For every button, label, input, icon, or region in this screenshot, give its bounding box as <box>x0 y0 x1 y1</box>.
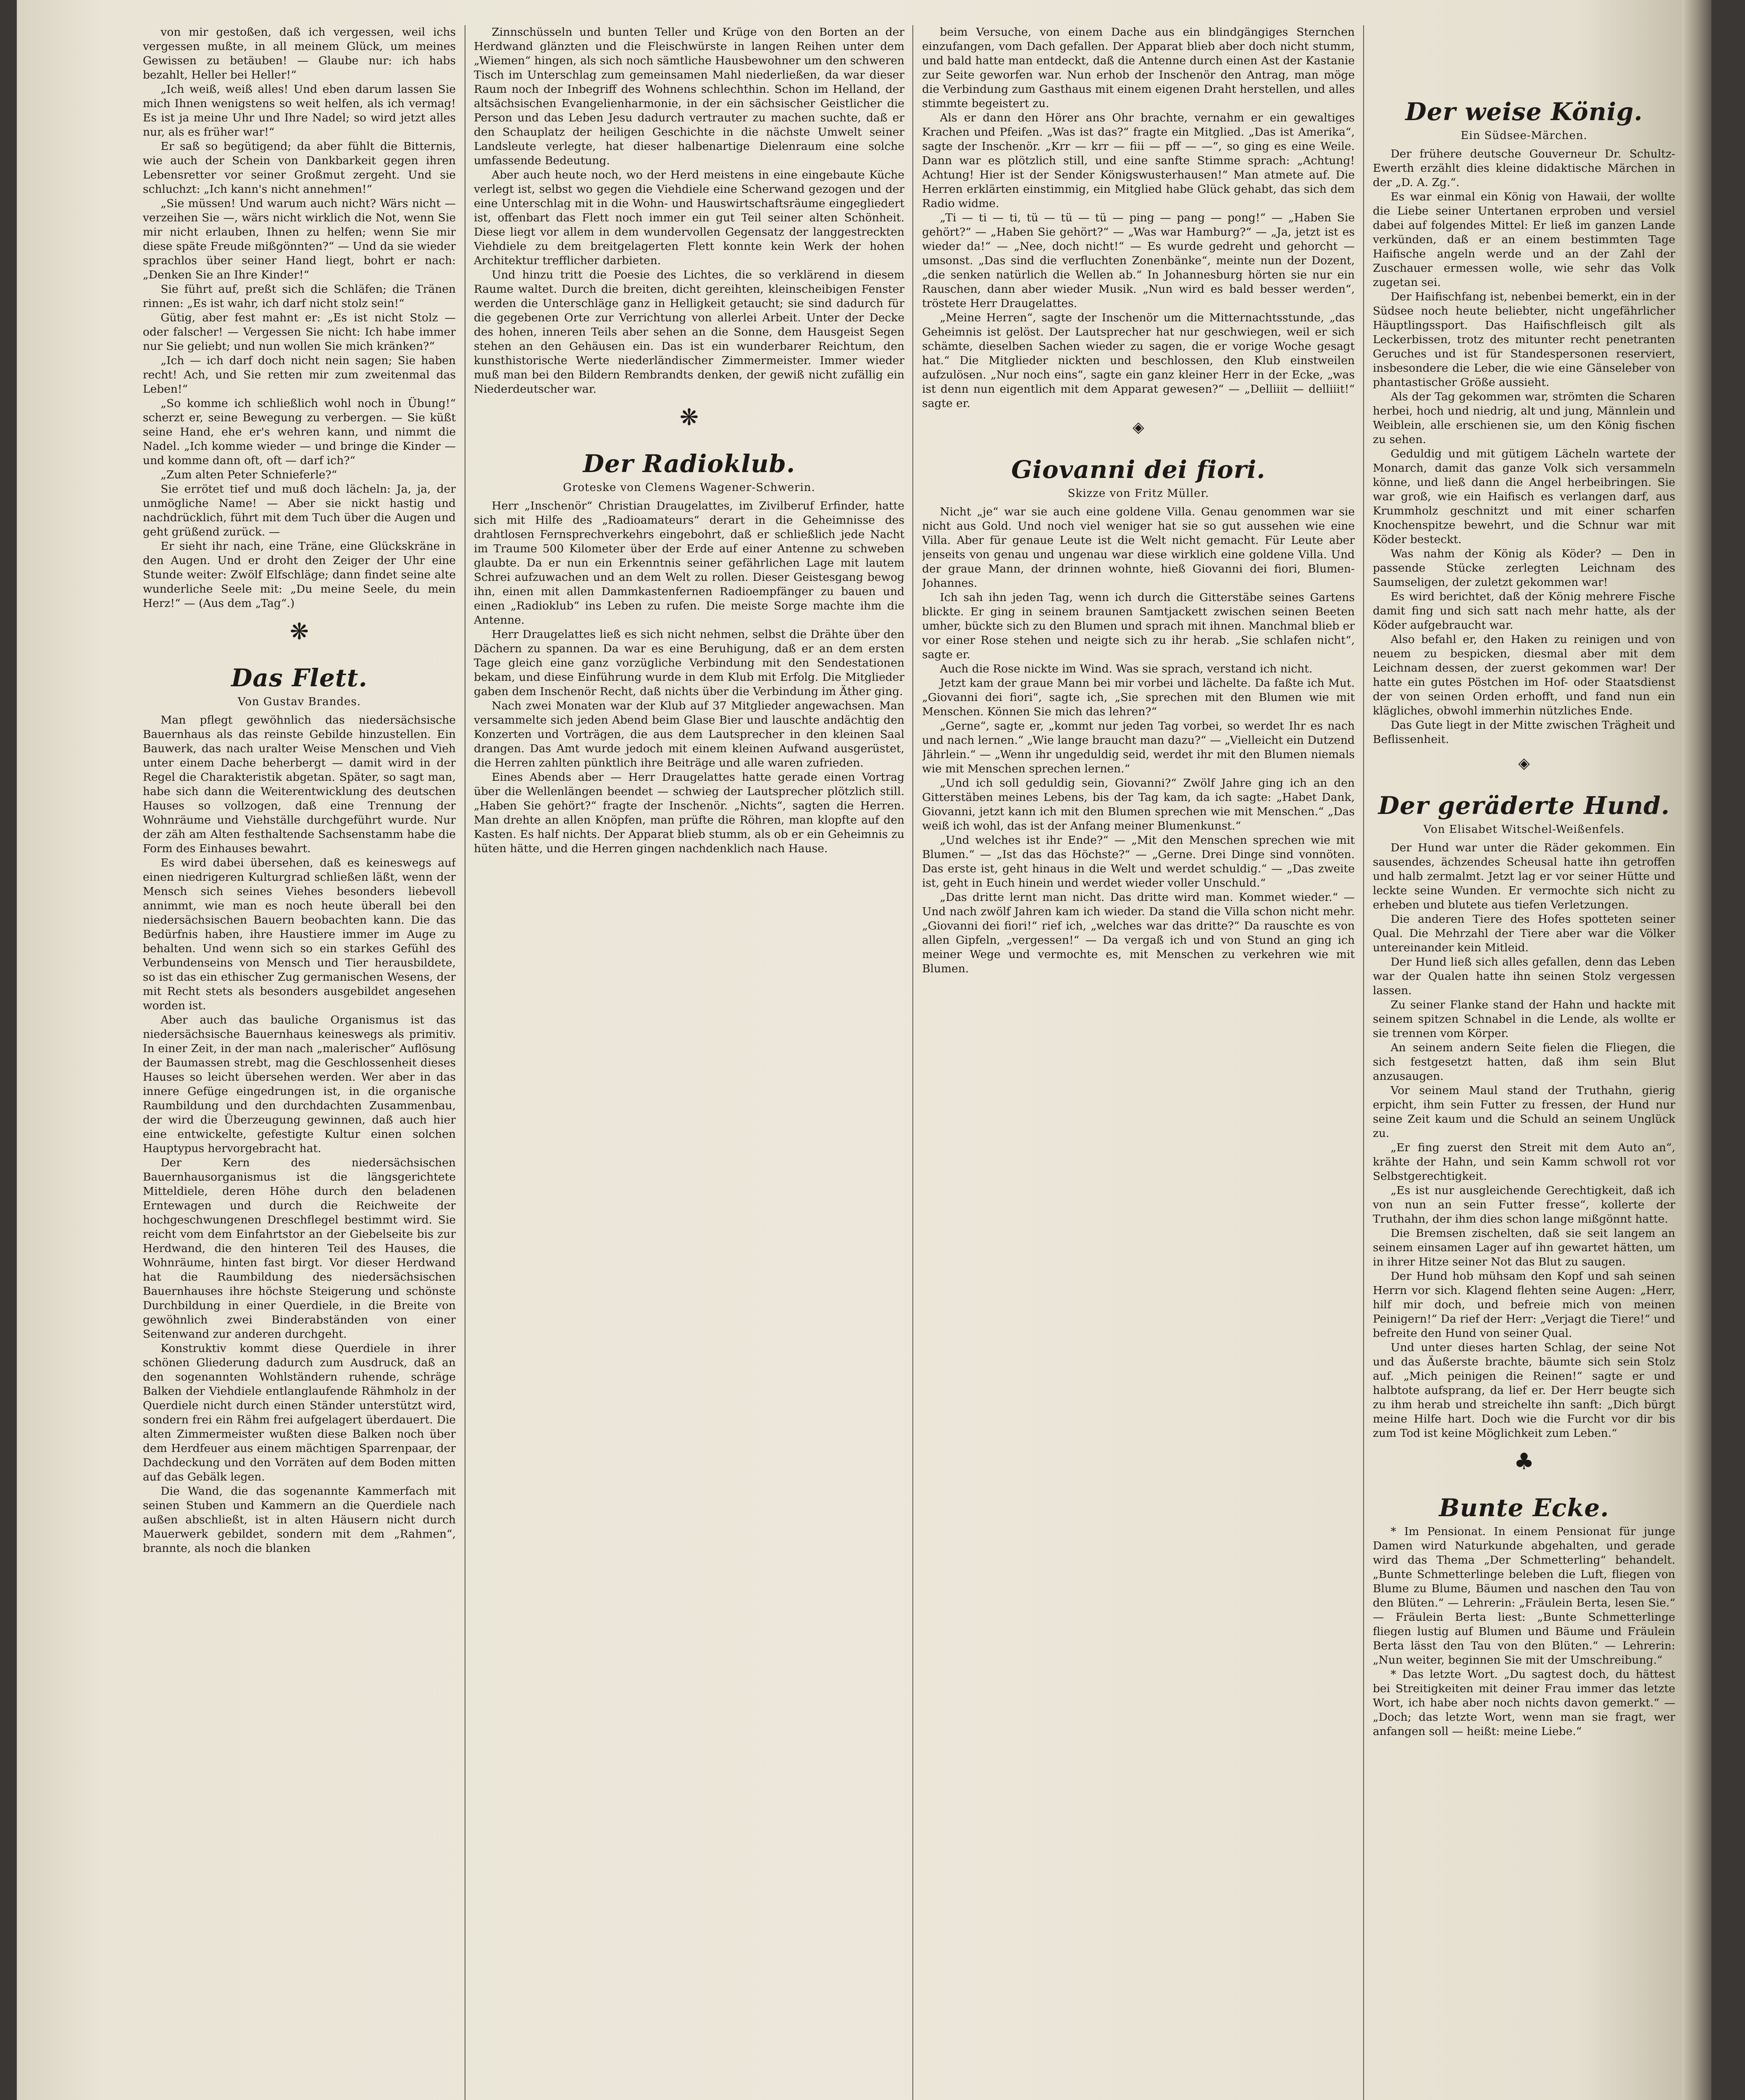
paragraph: Sie führt auf, preßt sich die Schläfen; die Tränen rinnen: „Es ist wahr, ich darf nicht stolz sein!“ <box>143 283 456 310</box>
paragraph: Was nahm der König als Köder? — Den in passende Stücke zerlegten Leichnam des Saumseligen, der zuletzt gekommen war! <box>1373 547 1675 589</box>
paragraph: Aber auch das bauliche Organismus ist das niedersächsische Bauernhaus keineswegs als primitiv. In einer Zeit, in der man nach „malerischer“ Auflösung der Baumassen strebt, mag die Geschlossenheit dieses Hauses so leicht übersehen werden. Wer aber in das innere Gefüge eingedrungen ist, in die organische Raumbildung und den durchdachten Zusammenbau, der wird die Überzeugung gewinnen, daß auch hier eine entwickelte, gefestigte Kultur einen solchen Hauptypus hervorgebracht hat. <box>143 1013 456 1155</box>
paragraph: Die Wand, die das sogenannte Kammerfach mit seinen Stuben und Kammern an die Querdiele nach außen abschließt, ist in alten Häusern nicht durch Mauerwerk gebildet, sondern mit dem „Rahmen“, brannte, als noch die blanken <box>143 1485 456 1555</box>
page-edge-shadow <box>1682 0 1711 2100</box>
paragraph: Gütig, aber fest mahnt er: „Es ist nicht Stolz — oder falscher! — Vergessen Sie nicht: Ich habe immer nur Sie geliebt; und nun wollen Sie mich kränken?“ <box>143 311 456 353</box>
paragraph: „Es ist nur ausgleichende Gerechtigkeit, daß ich von nun an sein Futter fresse“, kollerte der Truthahn, der ihm dies schon lange mißgönnt hatte. <box>1373 1184 1675 1226</box>
paragraph: „Ich — ich darf doch nicht nein sagen; Sie haben recht! Ach, und Sie retten mir zum zweitenmal das Leben!“ <box>143 354 456 396</box>
paragraph: Der Hund war unter die Räder gekommen. Ein sausendes, ächzendes Scheusal hatte ihn getroffen und halb zermalmt. Jetzt lag er vor seiner Hütte und leckte seine Wunden. Er vermochte sich nicht zu erheben und blutete aus tiefen Verletzungen. <box>1373 841 1675 911</box>
story-fragment <box>143 25 456 611</box>
paragraph: Man pflegt gewöhnlich das niedersächsische Bauernhaus als das reinste Gebilde hinzustellen. Ein Bauwerk, das nach uralter Weise Menschen und Vieh unter einem Dache beherbergt — damit wird in der Regel die Charakteristik abgetan. Später, so sagt man, habe sich dann die Weiterentwicklung des deutschen Hauses so vollzogen, daß eine Trennung der Wohnräume und Viehställe durchgeführt wurde. Nur der zäh am Alten festhaltende Sachsenstamm habe die Form des Einhauses bewahrt. <box>143 714 456 855</box>
newspaper-page <box>17 0 1711 2100</box>
column-rule <box>912 25 913 2100</box>
paragraph: Der Haifischfang ist, nebenbei bemerkt, ein in der Südsee noch heute beliebter, nicht ungefährlicher Häuptlingssport. Das Haifischfleisch gilt als Leckerbissen, trotz des mitunter recht penetranten Geruches und ist für Standespersonen reserviert, insbesondere die Leber, die wie eine Gänseleber von phantastischer Größe aussieht. <box>1373 290 1675 389</box>
paragraph: * Im Pensionat. In einem Pensionat für junge Damen wird Naturkunde abgehalten, und gerade wird das Thema „Der Schmetterling“ behandelt. „Bunte Schmetterlinge beleben die Luft, fliegen von Blume zu Blume, Bäumen und naschen den Tau von den Blüten.“ — Lehrerin: „Fräulein Berta, lesen Sie.“ — Fräulein Berta liest: „Bunte Schmetterlinge fliegen lustig auf Blumen und Bäume und Fräulein Berta lässt den Tau von den Blüten.“ — Lehrerin: „Nun weiter, beginnen Sie mit der Umschreibung.“ <box>1373 1525 1675 1667</box>
column-1 <box>143 25 456 2100</box>
column-2 <box>474 25 904 2100</box>
article-title-hund: Der geräderte Hund. <box>1378 791 1670 820</box>
article-title-flett: Das Flett. <box>231 664 368 692</box>
article-body-flett <box>143 713 456 1556</box>
paragraph: Der Kern des niedersächsischen Bauernhausorganismus ist die längsgerichtete Mitteldiele, deren Höhe durch den beladenen Erntewagen und durch die Reichweite der hochgeschwungenen Dreschflegel bestimmt wird. Sie reicht vom dem Einfahrtstor an der Giebelseite bis zur Herdwand, die den hinteren Teil des Hauses, die Wohnräume, hinten fast birgt. Vor dieser Herdwand hat die Raumbildung des niedersächsischen Bauernhauses ihre höchste Steigerung und schönste Durchbildung in einer Querdiele, in die Breite von gewöhnlich zwei Binderabständen von einer Seitenwand zur anderen durchgeht. <box>143 1156 456 1341</box>
article-byline-koenig: Ein Südsee-Märchen. <box>1461 129 1587 142</box>
column-rule <box>1363 25 1364 2100</box>
paragraph: Es wird berichtet, daß der König mehrere Fische damit fing und sich satt nach mehr hatte, als der Köder aufgebraucht war. <box>1373 590 1675 632</box>
paragraph: Aber auch heute noch, wo der Herd meistens in eine eingebaute Küche verlegt ist, selbst wo gegen die Viehdiele eine Scherwand gezogen und der eine Unterschlag mit in die Wohn- und Hauswirtschaftsräume eingegliedert ist, offenbart das Flett noch immer ein gut Teil seiner alten Schönheit. Diese liegt vor allem in dem wundervollen Gegensatz der langgestreckten Viehdiele zu dem breitgelagerten Flett konnte kein Werk der hohen Architektur trefflicher darbieten. <box>474 168 904 267</box>
paragraph: „Ich weiß, weiß alles! Und eben darum lassen Sie mich Ihnen wenigstens so weit helfen, als ich vermag! Es ist ja meine Uhr und Ihre Nadel; so wird jetzt alles nur, als es früher war!“ <box>143 83 456 139</box>
paragraph: Eines Abends aber — Herr Draugelattes hatte gerade einen Vortrag über die Wellenlängen beendet — schwieg der Lautsprecher plötzlich still. „Haben Sie gehört?“ fragte der Inschenör. „Nichts“, sagten die Herren. Man drehte an allen Knöpfen, man prüfte die Röhren, man klopfte auf den Kasten. Es half nichts. Der Apparat blieb stumm, als ob er ein Geheimnis zu hüten hätte, und die Herren gingen nachdenklich nach Hause. <box>474 771 904 855</box>
article-byline-hund: Von Elisabet Witschel-Weißenfels. <box>1423 823 1625 836</box>
paragraph: „Das dritte lernt man nicht. Das dritte wird man. Kommet wieder.“ — Und nach zwölf Jahren kam ich wieder. Da stand die Villa schon nicht mehr. „Giovanni dei fiori!“ rief ich, „welches war das dritte?“ Da rauschte es von allen Gipfeln, „vergessen!“ — Da vergaß ich und von Stund an ging ich meiner Wege und vermochte es, mit Menschen zu verkehren wie mit Blumen. <box>922 891 1355 975</box>
paragraph: „Und ich soll geduldig sein, Giovanni?“ Zwölf Jahre ging ich an den Gitterstäben meines Lebens, bis der Tag kam, da ich sagte: „Habet Dank, Giovanni, jetzt kann ich mit den Blumen sprechen wie mit Menschen.“ „Das weiß ich wohl, das ist der Anfang meiner Blumenkunst.“ <box>922 777 1355 832</box>
paragraph: „Sie müssen! Und warum auch nicht? Wärs nicht — verzeihen Sie —, wärs nicht wirklich die Not, wenn Sie mir nicht erlauben, Ihnen zu helfen; wenn Sie mir diese späte Freude mißgönnten?“ — Und da sie wieder sprachlos über seiner Hand liegt, bohrt er nach: „Denken Sie an Ihre Kinder!“ <box>143 197 456 281</box>
paragraph: „Gerne“, sagte er, „kommt nur jeden Tag vorbei, so werdet Ihr es nach und nach lernen.“ „Wie lange braucht man dazu?“ — „Vielleicht ein Dutzend Jährlein.“ — „Wenn ihr ungeduldig seid, werdet ihr mit den Blumen niemals wie mit Menschen sprechen lernen.“ <box>922 719 1355 775</box>
article-title-radioklub: Der Radioklub. <box>583 449 796 478</box>
paragraph: Also befahl er, den Haken zu reinigen und von neuem zu bespicken, diesmal aber mit dem Leichnam dessen, der zuerst gekommen war! Der hatte ein gutes Pöstchen im Hof- oder Staatsdienst der von seinen Orden erhofft, und fand nun ein klägliches, obwohl immerhin nützliches Ende. <box>1373 633 1675 717</box>
paragraph: Als der Tag gekommen war, strömten die Scharen herbei, hoch und niedrig, alt und jung, Männlein und Weiblein, alle erschienen sie, um den König fischen zu sehen. <box>1373 390 1675 446</box>
ornament-diamond-icon: ◈ <box>1518 755 1530 772</box>
paragraph: An seinem andern Seite fielen die Fliegen, die sich festgesetzt hatten, daß ihm sein Blut anzusaugen. <box>1373 1041 1675 1083</box>
paragraph: Sie errötet tief und muß doch lächeln: Ja, ja, der unmögliche Name! — Aber sie nickt hastig und nachdrücklich, führt mit dem Tuch über die Augen und geht grüßend zurück. — <box>143 483 456 538</box>
article-body-radioklub <box>474 499 904 856</box>
article-body-hund <box>1373 841 1675 1441</box>
paragraph: „So komme ich schließlich wohl noch in Übung!“ scherzt er, seine Bewegung zu verbergen. — Sie küßt seine Hand, ehe er's wehren kann, und nimmt die Nadel. „Ich komme wieder — und bringe die Kinder — und komme dann oft, oft — darf ich?“ <box>143 397 456 467</box>
paragraph: Es wird dabei übersehen, daß es keineswegs auf einen niedrigeren Kulturgrad schließen läßt, wenn der Mensch sich seines Viehes besonders liebevoll annimmt, wie man es noch heute überall bei den niedersächsischen Bauern beobachten kann. Die das Bedürfnis haben, ihre Haustiere immer im Auge zu behalten. Und wenn sich so ein starkes Gefühl des Verbundenseins von Mensch und Tier herausbildete, so ist das ein ethischer Zug germanischen Wesens, der mit Recht stets als besonders ausgebildet angesehen worden ist. <box>143 856 456 1012</box>
paragraph: Zu seiner Flanke stand der Hahn und hackte mit seinem spitzen Schnabel in die Lende, als wollte er sie trennen vom Körper. <box>1373 998 1675 1040</box>
paragraph: Geduldig und mit gütigem Lächeln wartete der Monarch, damit das ganze Volk sich versammeln könne, und ließ dann die Angel herbeibringen. Sie war groß, wie ein Haifisch es verlangen darf, aus Krummholz geschnitzt und mit einer scharfen Knochenspitze bewehrt, und die Schnur war mit Köder besteckt. <box>1373 447 1675 546</box>
paragraph: Der frühere deutsche Gouverneur Dr. Schultz-Ewerth erzählt dies kleine didaktische Märchen in der „D. A. Zg.“. <box>1373 147 1675 189</box>
paragraph: Er saß so begütigend; da aber fühlt die Bitternis, wie auch der Schein von Dankbarkeit gegen ihren Lebensretter vor seiner Großmut zergeht. Und sie schluchzt: „Ich kann's nicht annehmen!“ <box>143 140 456 196</box>
paragraph: Der Hund ließ sich alles gefallen, denn das Leben war der Qualen hatte ihn seinen Stolz vergessen lassen. <box>1373 956 1675 997</box>
article-body-giovanni <box>922 505 1355 976</box>
article-body-flett-cont <box>474 25 904 396</box>
paragraph: Auch die Rose nickte im Wind. Was sie sprach, verstand ich nicht. <box>940 662 1313 675</box>
article-byline-radioklub: Groteske von Clemens Wagener-Schwerin. <box>563 481 815 494</box>
paragraph: * Das letzte Wort. „Du sagtest doch, du hättest bei Streitigkeiten mit deiner Frau immer das letzte Wort, ich habe aber noch nichts davon gemerkt.“ — „Doch; das letzte Wort, wenn man sie fragt, wer anfangen soll — heißt: meine Liebe.“ <box>1373 1668 1675 1738</box>
paragraph: Konstruktiv kommt diese Querdiele in ihrer schönen Gliederung dadurch zum Ausdruck, daß an den sogenannten Wohlständern ruhende, schräge Balken der Viehdiele entlanglaufende Rähmholz in der Querdiele nicht durch einen Ständer unterstützt wird, sondern frei ein Rähm frei aufgelagert überdauert. Die alten Zimmermeister wußten diese Balken noch über dem Herdfeuer aus einem mächtigen Sparrenpaar, der Dachdeckung und den Vorräten auf dem Boden mitten auf das Gebälk legen. <box>143 1342 456 1483</box>
article-title-koenig: Der weise König. <box>1405 97 1643 126</box>
article-body-radioklub-cont <box>922 25 1355 411</box>
paragraph: Nicht „je“ war sie auch eine goldene Villa. Genau genommen war sie nicht aus Gold. Und noch viel weniger hat sie so gut aussehen wie eine Villa. Aber für genaue Leute ist die Welt nicht gemacht. Für Leute aber jenseits von genau und ungenau war diese wirklich eine goldene Villa. Und der graue Mann, der drinnen wohnte, hieß Giovanni dei fiori, Blumen-Johannes. <box>922 505 1355 590</box>
ornament-diamond-icon: ◈ <box>1133 419 1144 436</box>
paragraph: Vor seinem Maul stand der Truthahn, gierig erpicht, ihm sein Futter zu fressen, der Hund nur seine Zeit kaum und die Schuld an seinem Unglück zu. <box>1373 1084 1675 1140</box>
article-body-ecke <box>1373 1525 1675 1739</box>
paragraph: von mir gestoßen, daß ich vergessen, weil ichs vergessen mußte, in all meinem Glück, um meines Gewissen zu betäuben! — Glaube nur: ich habs bezahlt, Heller bei Heller!“ <box>143 26 456 81</box>
paragraph: Es war einmal ein König von Hawaii, der wollte die Liebe seiner Untertanen erproben und versiel dabei auf folgendes Mittel: Er ließ im ganzen Lande verkünden, daß er an einem bestimmten Tage Haifische angeln werde und an der Zahl der Zuschauer ermessen wolle, wie sehr das Volk zugetan sei. <box>1373 190 1675 289</box>
article-byline-flett: Von Gustav Brandes. <box>237 696 361 708</box>
paragraph: „Und welches ist ihr Ende?“ — „Mit den Menschen sprechen wie mit Blumen.“ — „Ist das das Höchste?“ — „Gerne. Drei Dinge sind vonnöten. Das erste ist, geht hinaus in die Welt und werdet schuldig.“ — „Das zweite ist, geht in Euch hinein und werdet wieder voller Unschuld.“ <box>922 834 1355 890</box>
paragraph: beim Versuche, von einem Dache aus ein blindgängiges Sternchen einzufangen, vom Dach gefallen. Der Apparat blieb aber doch nicht stumm, und bald hatte man entdeckt, daß die Antenne durch einen Ast der Kastanie zur Seite geworfen war. Nun erhob der Inschenör den Antrag, man möge die Verbindung zum Gasthaus mit einem eigenen Draht herstellen, und alles stimmte begeistert zu. <box>922 26 1355 110</box>
article-title-giovanni: Giovanni dei fiori. <box>1011 455 1266 484</box>
paragraph: Herr Draugelattes ließ es sich nicht nehmen, selbst die Drähte über den Dächern zu spannen. Da war es eine Beruhigung, daß er an dem ersten Tage gleich eine ganz vorzügliche Verbindung mit den Sendestationen bekam, und diese Einführung wurde in dem Klub mit Erfolg. Die Mitglieder gaben dem Inschenör Recht, daß nichts über die Verbindung im Äther ging. <box>474 628 904 698</box>
paragraph: Das Gute liegt in der Mitte zwischen Trägheit und Beflissenheit. <box>1373 719 1675 746</box>
paragraph: „Zum alten Peter Schnieferle?“ <box>160 468 337 481</box>
column-4 <box>1373 25 1675 2100</box>
paragraph: Und hinzu tritt die Poesie des Lichtes, die so verklärend in diesem Raume waltet. Durch die breiten, dicht gereihten, kleinscheibigen Fenster werden die Unterschläge ganz in Helligkeit getaucht; sie sind dadurch für die gegebenen Orte zur Verrichtung von allerlei Arbeit. Unter der Decke des hohen, inneren Teils aber sehen an die Sonne, dem Hausgeist Segen stehen an den Gehäusen ein. Das ist ein wunderbarer Reichtum, den kunsthistorische Werte niederländischer Zimmermeister. Immer wieder muß man bei den Bildern Rembrandts denken, der gewiß nicht zufällig ein Niederdeutscher war. <box>474 268 904 396</box>
paragraph: Nach zwei Monaten war der Klub auf 37 Mitglieder angewachsen. Man versammelte sich jeden Abend beim Glase Bier und lauschte andächtig den Konzerten und Vorträgen, die aus dem Lautsprecher in den kleinen Saal drangen. Das Amt wurde jedoch mit einem kleinen Aufwand ausgerüstet, die Herren zahlten pünktlich ihre Beiträge und alle waren zufrieden. <box>474 699 904 769</box>
article-body-koenig <box>1373 147 1675 747</box>
paragraph: Der Hund hob mühsam den Kopf und sah seinen Herrn vor sich. Klagend flehten seine Augen: „Herr, hilf mir doch, und befreie mich von meinen Peinigern!“ Da rief der Herr: „Verjagt die Tiere!“ und befreite den Hund von seiner Qual. <box>1373 1270 1675 1340</box>
paragraph: Als er dann den Hörer ans Ohr brachte, vernahm er ein gewaltiges Krachen und Pfeifen. „Was ist das?“ fragte ein Mitglied. „Das ist Amerika“, sagte der Inschenör. „Krr — krr — fiii — pff — —“, so ging es eine Weile. Dann war es plötzlich still, und eine sanfte Stimme sprach: „Achtung! Achtung! Hier ist der Sender Königswusterhausen!“ Man atmete auf. Die Herren erklärten einstimmig, ein Mitglied habe Glück gehabt, das sich dem Radio widme. <box>922 111 1355 210</box>
paragraph: Ich sah ihn jeden Tag, wenn ich durch die Gitterstäbe seines Gartens blickte. Er ging in seinem braunen Samtjackett zwischen seinen Beeten umher, bückte sich zu den Blumen und sprach mit ihnen. Manchmal blieb er vor einer Rose stehen und neigte sich zu ihr herab. „Sie schlafen nicht“, sagte er. <box>922 591 1355 661</box>
paragraph: „Ti — ti — ti, tü — tü — tü — ping — pang — pong!“ — „Haben Sie gehört?“ — „Haben Sie gehört?“ — „Was war Hamburg?“ — „Ja, jetzt ist es wieder da!“ — „Nee, doch nicht!“ — Es wurde gedreht und gehorcht — umsonst. „Das sind die verfluchten Zonenbänke“, meinte nun der Dozent, „die senken natürlich die Wellen ab.“ In Johannesburg hörten sie nur ein Rauschen, dann aber wieder Musik. „Nun wird es bald besser werden“, tröstete Herr Draugelattes. <box>922 211 1355 310</box>
article-byline-giovanni: Skizze von Fritz Müller. <box>1067 487 1209 500</box>
paragraph: „Meine Herren“, sagte der Inschenör um die Mitternachtsstunde, „das Geheimnis ist gelöst. Der Lautsprecher hat nur geschwiegen, weil er sich schämte, dieselben Sachen wieder zu sagen, die er vorige Woche gesagt hat.“ Die Mitglieder nickten und beschlossen, den Klub einstweilen aufzulösen. „Nur noch eins“, sagte ein ganz kleiner Herr in der Ecke, „was ist denn nun eigentlich mit dem Apparat gewesen?“ — „Delliiit — delliiit!“ sagte er. <box>922 311 1355 410</box>
paragraph: „Er fing zuerst den Streit mit dem Auto an“, krähte der Hahn, und sein Kamm schwoll rot vor Selbstgerechtigkeit. <box>1373 1141 1675 1183</box>
paragraph: Zinnschüsseln und bunten Teller und Krüge von den Borten an der Herdwand glänzten und die Fleischwürste in langen Reihen unter dem „Wiemen“ hingen, als sich noch sämtliche Hausbewohner um den schweren Tisch im Unterschlag zum gemeinsamen Mahl niederließen, da war dieser Raum noch der Inbegriff des Wohnens schlechthin. Schon im Helland, der altsächsischen Evangelienharmonie, in der ein sächsischer Geistlicher die Person und das Leben Jesu dadurch vertrauter zu machen suchte, daß er den Schauplatz der heiligen Geschichte in die nächste Umwelt seiner Landsleute verlegte, hat dieser halbenartige Dielenraum eine solche umfassende Bedeutung. <box>474 26 904 167</box>
ornament-asterism-icon: ❋ <box>679 404 699 430</box>
ornament-asterism-icon: ❋ <box>289 618 309 645</box>
paragraph: Herr „Inschenör“ Christian Draugelattes, im Zivilberuf Erfinder, hatte sich mit Hilfe des „Radioamateurs“ derart in die Geheimnisse des drahtlosen Fernsprechverkehrs eingebohrt, daß er schließlich jede Nacht im Traume 500 Kilometer über der Erde auf einer Antenne zu schweben glaubte. Da er nun ein Erkenntnis seiner gefährlichen Lage mit lautem Schrei aufzuwachen und an dem Welt zu rollen. Dieser Geistesgang bewog ihn, einen mit allen Dammkastenfernen Radioempfänger zu bauen und einen „Radioklub“ ins Leben zu rufen. Die meiste Sorge machte ihm die Antenne. <box>474 499 904 627</box>
paragraph: Jetzt kam der graue Mann bei mir vorbei und lächelte. Da faßte ich Mut. „Giovanni dei fiori“, sagte ich, „Sie sprechen mit den Blumen wie mit Menschen. Können Sie mich das lehren?“ <box>922 677 1355 718</box>
article-title-ecke: Bunte Ecke. <box>1439 1494 1609 1522</box>
paragraph: Die Bremsen zischelten, daß sie seit langem an seinem einsamen Lager auf ihn gewartet hätten, um in ihrer Hitze seiner Not das Blut zu saugen. <box>1373 1227 1675 1268</box>
paragraph: Er sieht ihr nach, eine Träne, eine Glückskräne in den Augen. Und er droht den Zeiger der Uhr eine Stunde weiter: Zwölf Elfschläge; dann findet seine alte wunderliche Seele mit: „Du meine Seele, du mein Herz!“ — (Aus dem „Tag“.) <box>143 540 456 610</box>
paragraph: Die anderen Tiere des Hofes spotteten seiner Qual. Die Mehrzahl der Tiere aber war die Völker untereinander kein Mitleid. <box>1373 913 1675 954</box>
ornament-clover-icon: ♣ <box>1514 1448 1535 1475</box>
paragraph: Und unter dieses harten Schlag, der seine Not und das Äußerste brachte, bäumte sich sein Stolz auf. „Mich peinigen die Reinen!“ sagte er und halbtote aufsprang, da lief er. Der Herr beugte sich zu ihm herab und streichelte ihn sanft: „Dich bürgt meine Hilfe hart. Doch wie die Furcht vor dir bis zum Tod ist keine Möglichkeit zum Leben.“ <box>1373 1341 1675 1440</box>
column-3 <box>922 25 1355 2100</box>
